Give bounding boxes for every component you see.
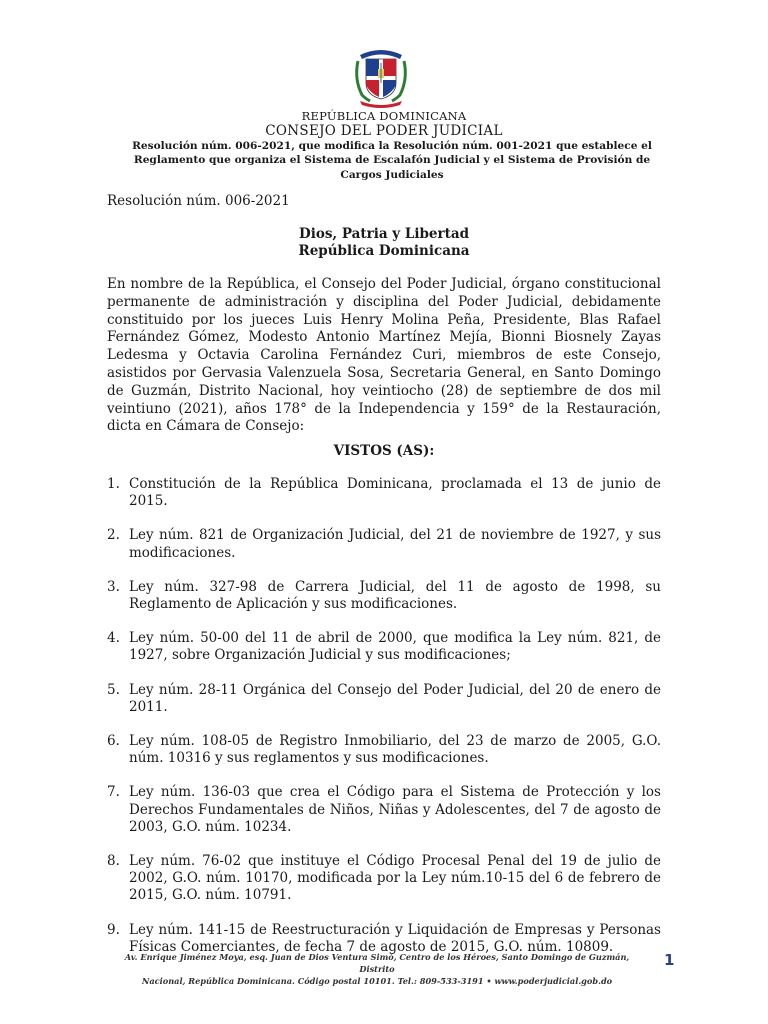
list-item-text: Ley núm. 141-15 de Reestructuración y Liquidación de Empresas y Personas Físicas Comerciantes, de fecha 7 de agosto de 2015, G.O. núm. 10809.	[129, 921, 661, 955]
list-item-text: Ley núm. 327-98 de Carrera Judicial, del 11 de agosto de 1998, su Reglamento de Aplicación y sus modificaciones.	[129, 578, 661, 613]
list-item-number: 8.	[107, 853, 120, 870]
list-item-number: 2.	[107, 527, 120, 544]
intro-paragraph: En nombre de la República, el Consejo del Poder Judicial, órgano constitucional permanente de administración y disciplina del Poder Judicial, debidamente constituido por los jueces Luis Henry Molina Peña, Presidente, Blas Rafael Fernández Gómez, Modesto Antonio Martínez Mejía, Bionni Biosnely Zayas Ledesma y Octavia Carolina Fernández Curi, miembros de este Consejo, asistidos por Gervasia Valenzuela Sosa, Secretaria General, en Santo Domingo de Guzmán, Distrito Nacional, hoy veintiocho (28) de septiembre de dos mil veintiuno (2021), años 178° de la Independencia y 159° de la Restauración, dicta en Cámara de Consejo:	[107, 276, 661, 435]
list-item	[107, 476, 661, 510]
footer-address-line: Av. Enrique Jiménez Moya, esq. Juan de Dios Ventura Simó, Centro de los Héroes, Santo Domingo de Guzmán, Distrito	[124, 952, 630, 974]
resolution-number: Resolución núm. 006-2021	[107, 193, 290, 209]
page-footer	[112, 951, 642, 987]
motto	[0, 226, 768, 260]
list-item-number: 4.	[107, 630, 120, 647]
list-item-text: Ley núm. 50-00 del 11 de abril de 2000, que modifica la Ley núm. 821, de 1927, sobre Organización Judicial y sus modificaciones;	[129, 630, 661, 664]
motto-line: República Dominicana	[298, 243, 470, 259]
list-item-text: Constitución de la República Dominicana, proclamada el 13 de junio de 2015.	[129, 476, 661, 510]
list-item-text: Ley núm. 28-11 Orgánica del Consejo del Poder Judicial, del 20 de enero de 2011.	[129, 681, 661, 715]
list-item-text: Ley núm. 76-02 que instituye el Código Procesal Penal del 19 de julio de 2002, G.O. núm. 10170, modificada por la Ley núm.10-15 del 6 de febrero de 2015, G.O. núm. 10791.	[129, 853, 661, 904]
list-item-text: Ley núm. 821 de Organización Judicial, del 21 de noviembre de 1927, y sus modificaciones.	[129, 527, 661, 561]
list-item-text: Ley núm. 108-05 de Registro Inmobiliario, del 23 de marzo de 2005, G.O. núm. 10316 y sus reglamentos y sus modificaciones.	[129, 733, 661, 767]
header-country: REPÚBLICA DOMINICANA	[301, 109, 467, 123]
list-item-number: 1.	[107, 476, 120, 492]
list-item-text: Ley núm. 136-03 que crea el Código para el Sistema de Protección y los Derechos Fundamentales de Niños, Niñas y Adolescentes, del 7 de agosto de 2003, G.O. núm. 10234.	[129, 784, 661, 835]
list-item-number: 6.	[107, 733, 120, 750]
header-council: CONSEJO DEL PODER JUDICIAL	[265, 123, 503, 139]
list-item	[107, 527, 661, 561]
footer-address-line: Nacional, República Dominicana. Código postal 10101. Tel.: 809-533-3191 • www.poderjudicial.gob.do	[141, 976, 613, 986]
list-item-number: 3.	[107, 578, 120, 595]
list-item	[107, 733, 661, 767]
resolution-subject	[118, 139, 666, 182]
motto-line: Dios, Patria y Libertad	[298, 226, 470, 242]
list-item	[107, 784, 661, 836]
vistos-heading: VISTOS (AS):	[333, 443, 435, 459]
list-item	[107, 630, 661, 664]
page-number: 1	[664, 951, 675, 969]
resolution-subject-line: Cargos Judiciales	[340, 168, 444, 181]
resolution-subject-line: Resolución núm. 006-2021, que modifica la Resolución núm. 001-2021 que establece el	[132, 140, 652, 152]
list-item	[107, 682, 661, 716]
list-item-number: 5.	[107, 681, 120, 698]
list-item-number: 9.	[107, 921, 120, 938]
list-item	[107, 579, 661, 613]
coat-of-arms-icon	[352, 43, 410, 109]
list-item-number: 7.	[107, 784, 120, 801]
vistos-list	[107, 476, 661, 973]
resolution-subject-line: Reglamento que organiza el Sistema de Escalafón Judicial y el Sistema de Provisión de	[133, 154, 651, 167]
list-item	[107, 853, 661, 905]
